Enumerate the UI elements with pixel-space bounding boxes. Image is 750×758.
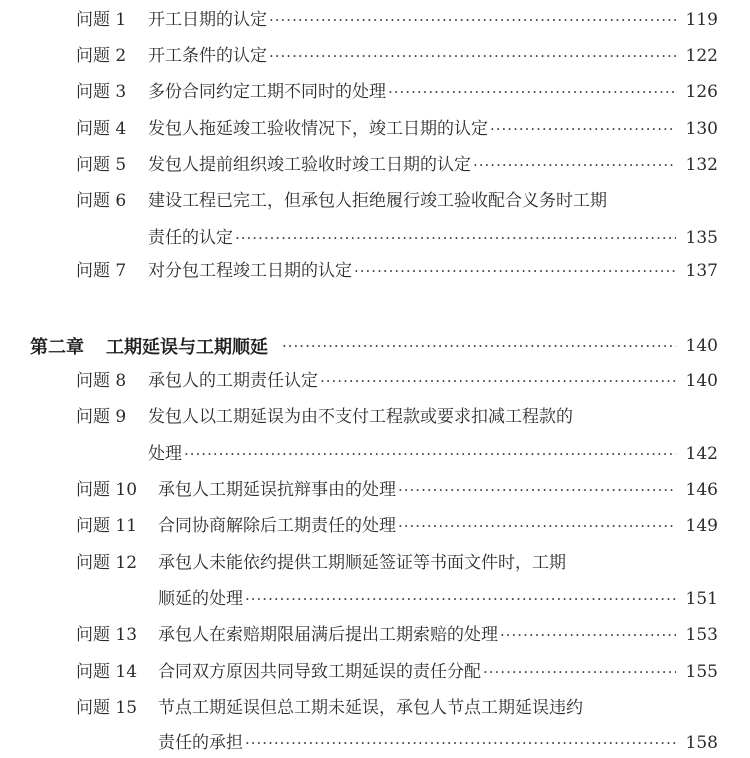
question-label: 问题 4	[76, 119, 127, 139]
chapter-heading[interactable]	[30, 329, 718, 363]
question-label: 问题 6	[76, 191, 127, 211]
page-number: 149	[685, 516, 718, 536]
chapter-title: 工期延误与工期顺延	[106, 337, 268, 358]
toc-entry-continued[interactable]	[0, 728, 750, 758]
toc-entry[interactable]	[0, 475, 750, 505]
entry-title: 多份合同约定工期不同时的处理	[148, 82, 386, 102]
toc-entry[interactable]	[0, 402, 750, 432]
leader-dots	[282, 337, 676, 355]
question-label: 问题 5	[76, 155, 127, 175]
leader-dots	[245, 728, 676, 758]
entry-title-line1: 节点工期延误但总工期未延误，承包人节点工期延误违约	[158, 698, 583, 718]
leader-dots	[500, 620, 676, 650]
toc-entry[interactable]	[0, 77, 750, 107]
entry-title: 对分包工程竣工日期的认定	[148, 261, 352, 281]
question-label: 问题 14	[76, 662, 138, 682]
entry-title: 承包人在索赔期限届满后提出工期索赔的处理	[158, 625, 498, 645]
page-number: 130	[685, 119, 718, 139]
question-label: 问题 3	[76, 82, 127, 102]
page-number: 135	[685, 228, 718, 248]
toc-entry[interactable]	[0, 620, 750, 650]
leader-dots	[245, 584, 676, 614]
entry-title: 承包人的工期责任认定	[148, 371, 318, 391]
leader-dots	[388, 77, 676, 107]
leader-dots	[269, 41, 676, 71]
page-number: 132	[685, 155, 718, 175]
toc-entry-continued[interactable]	[0, 439, 750, 469]
entry-title-line1: 发包人以工期延误为由不支付工程款或要求扣减工程款的	[148, 407, 573, 427]
entry-title-line2: 责任的认定	[148, 228, 233, 248]
entry-title-line2: 顺延的处理	[158, 589, 243, 609]
entry-title: 合同双方原因共同导致工期延误的责任分配	[158, 662, 481, 682]
question-label: 问题 7	[76, 261, 127, 281]
page-number: 142	[685, 444, 718, 464]
toc-entry-continued[interactable]	[0, 584, 750, 614]
toc-entry[interactable]	[0, 657, 750, 687]
entry-title-line2: 责任的承担	[158, 733, 243, 753]
toc-entry[interactable]	[0, 41, 750, 71]
leader-dots	[354, 256, 676, 286]
toc-entry[interactable]	[0, 693, 750, 723]
toc-entry[interactable]	[0, 186, 750, 216]
entry-title: 承包人工期延误抗辩事由的处理	[158, 480, 396, 500]
leader-dots	[490, 114, 676, 144]
entry-title: 发包人拖延竣工验收情况下，竣工日期的认定	[148, 119, 488, 139]
toc-entry[interactable]	[0, 511, 750, 541]
question-label: 问题 15	[76, 698, 138, 718]
entry-title: 开工条件的认定	[148, 46, 267, 66]
question-label: 问题 2	[76, 46, 127, 66]
chapter-number: 第二章	[30, 337, 84, 358]
toc-entry[interactable]	[0, 114, 750, 144]
question-label: 问题 11	[76, 516, 138, 536]
leader-dots	[398, 511, 676, 541]
entry-title-line2: 处理	[148, 444, 182, 464]
leader-dots	[320, 366, 676, 396]
leader-dots	[184, 439, 676, 469]
page-number: 151	[685, 589, 718, 609]
toc-entry[interactable]	[0, 366, 750, 396]
toc-entry[interactable]	[0, 548, 750, 578]
question-label: 问题 12	[76, 553, 138, 573]
toc-entry[interactable]	[0, 256, 750, 286]
page-number: 119	[685, 10, 718, 30]
toc-entry[interactable]	[0, 150, 750, 180]
page-number: 140	[685, 371, 718, 391]
page-number: 137	[685, 261, 718, 281]
leader-dots	[483, 657, 676, 687]
question-label: 问题 9	[76, 407, 127, 427]
entry-title-line1: 承包人未能依约提供工期顺延签证等书面文件时，工期	[158, 553, 566, 573]
toc-entry[interactable]	[0, 5, 750, 35]
page-number: 122	[685, 46, 718, 66]
toc-entry-continued[interactable]	[0, 223, 750, 253]
entry-title: 合同协商解除后工期责任的处理	[158, 516, 396, 536]
page-number: 153	[685, 625, 718, 645]
page-number: 158	[685, 733, 718, 753]
page-number: 140	[685, 336, 718, 356]
question-label: 问题 10	[76, 480, 138, 500]
page-number: 146	[685, 480, 718, 500]
leader-dots	[473, 150, 676, 180]
page-number: 126	[685, 82, 718, 102]
question-label: 问题 8	[76, 371, 127, 391]
entry-title-line1: 建设工程已完工，但承包人拒绝履行竣工验收配合义务时工期	[148, 191, 607, 211]
entry-title: 开工日期的认定	[148, 10, 267, 30]
leader-dots	[269, 5, 676, 35]
entry-title: 发包人提前组织竣工验收时竣工日期的认定	[148, 155, 471, 175]
question-label: 问题 13	[76, 625, 138, 645]
question-label: 问题 1	[76, 10, 127, 30]
page-number: 155	[685, 662, 718, 682]
leader-dots	[398, 475, 676, 505]
leader-dots	[235, 223, 676, 253]
